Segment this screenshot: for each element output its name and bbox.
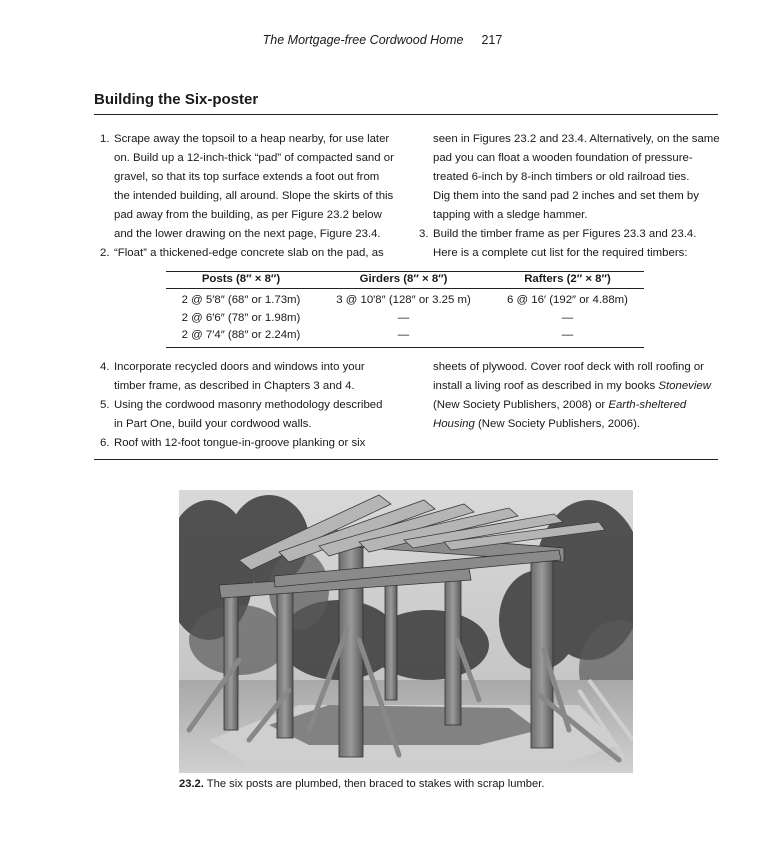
step-6-line: sheets of plywood. Cover roof deck with roll roofing or	[433, 361, 704, 373]
step-3-line: Build the timber frame as per Figures 23.3 and 23.4.	[433, 228, 697, 240]
running-title: The Mortgage-free Cordwood Home	[262, 33, 464, 47]
book-title-housing: Housing	[433, 418, 475, 430]
step-6-line	[433, 396, 724, 415]
step-6	[100, 434, 410, 453]
header-posts: Posts (8″ × 8″)	[201, 273, 281, 285]
step-2-line: treated 6-inch by 8-inch timbers or old railroad ties.	[433, 171, 690, 183]
steps-bottom-left	[100, 358, 410, 453]
step-3-line: Here is a complete cut list for the required timbers:	[433, 247, 688, 259]
step-2-line: seen in Figures 23.2 and 23.4. Alternatively, on the same	[433, 133, 720, 145]
step-6-text: (New Society Publishers, 2006).	[477, 418, 641, 430]
step-4	[100, 358, 410, 396]
step-1-line: pad away from the building, as per Figure 23.2 below	[114, 209, 382, 221]
step-5	[100, 396, 410, 434]
step-4-line: Incorporate recycled doors and windows into your	[114, 361, 365, 373]
cell-rafters: —	[561, 329, 574, 341]
step-1-line: on. Build up a 12-inch-thick “pad” of compacted sand or	[114, 152, 394, 164]
step-6-line	[433, 415, 724, 434]
steps-top-right	[419, 130, 724, 263]
cell-rafters: —	[561, 311, 574, 324]
table-top-rule	[166, 271, 644, 272]
step-4-number: 4.	[100, 361, 110, 373]
step-6-number: 6.	[100, 437, 110, 449]
table-row	[166, 327, 644, 345]
step-3-number: 3.	[419, 228, 429, 240]
book-title-stoneview: Stoneview	[658, 380, 711, 392]
step-6-text: (New Society Publishers, 2008) or	[433, 399, 606, 411]
book-title-earth-sheltered: Earth-sheltered	[608, 399, 687, 411]
steps-top-left	[100, 130, 410, 263]
step-2-line: “Float” a thickened-edge concrete slab on the pad, as	[114, 247, 384, 259]
step-2-line: pad you can float a wooden foundation of pressure-	[433, 152, 693, 164]
step-1-line: and the lower drawing on the next page, Figure 23.4.	[114, 228, 381, 240]
header-girders: Girders (8″ × 8″)	[359, 273, 448, 285]
page-number: 217	[481, 33, 503, 47]
step-2-continued	[419, 130, 724, 225]
step-4-line: timber frame, as described in Chapters 3 and 4.	[114, 380, 355, 392]
cell-girders: 3 @ 10′8″ (128″ or 3.25 m)	[336, 294, 471, 306]
figure-caption-text: The six posts are plumbed, then braced to stakes with scrap lumber.	[206, 778, 545, 790]
table-header-row	[166, 273, 644, 288]
cell-posts: 2 @ 7′4″ (88″ or 2.24m)	[181, 329, 301, 341]
table-row	[166, 292, 644, 310]
step-1-number: 1.	[100, 133, 110, 145]
step-1-line: Scrape away the topsoil to a heap nearby, for use later	[114, 133, 390, 145]
cell-girders: —	[397, 311, 410, 324]
step-1-line: the intended building, all around. Slope the skirts of this	[114, 190, 394, 202]
figure-label: 23.2.	[179, 778, 204, 790]
table-row	[166, 310, 644, 328]
step-5-number: 5.	[100, 399, 110, 411]
cell-girders: —	[397, 329, 410, 341]
header-rafters: Rafters (2″ × 8″)	[524, 273, 611, 285]
cell-posts: 2 @ 5′8″ (68″ or 1.73m)	[181, 294, 301, 306]
step-6-line: Roof with 12-foot tongue-in-groove planking or six	[114, 437, 366, 449]
step-3	[419, 225, 724, 263]
section-rule	[94, 114, 718, 115]
step-5-line: Using the cordwood masonry methodology described	[114, 399, 383, 411]
table-bottom-rule	[166, 347, 644, 348]
timber-cut-list-table	[166, 271, 644, 348]
timber-frame-photo	[179, 490, 633, 773]
step-2-number: 2.	[100, 247, 110, 259]
steps-bottom-rule	[94, 459, 718, 460]
step-2-line: Dig them into the sand pad 2 inches and set them by	[433, 190, 699, 202]
step-6-line	[433, 377, 724, 396]
step-5-line: in Part One, build your cordwood walls.	[114, 418, 312, 430]
step-6-text: install a living roof as described in my books	[433, 380, 656, 392]
step-1-line: gravel, so that its top surface extends a foot out from	[114, 171, 380, 183]
steps-bottom-right	[419, 358, 724, 434]
figure-caption	[179, 778, 544, 790]
cell-rafters: 6 @ 16′ (192″ or 4.88m)	[507, 294, 628, 306]
section-title: Building the Six-poster	[94, 91, 259, 108]
cell-posts: 2 @ 6′6″ (78″ or 1.98m)	[181, 311, 301, 324]
step-1	[100, 130, 410, 244]
step-2-line: tapping with a sledge hammer.	[433, 209, 588, 221]
step-2	[100, 244, 410, 263]
step-6-continued	[419, 358, 724, 434]
running-header	[0, 33, 765, 47]
